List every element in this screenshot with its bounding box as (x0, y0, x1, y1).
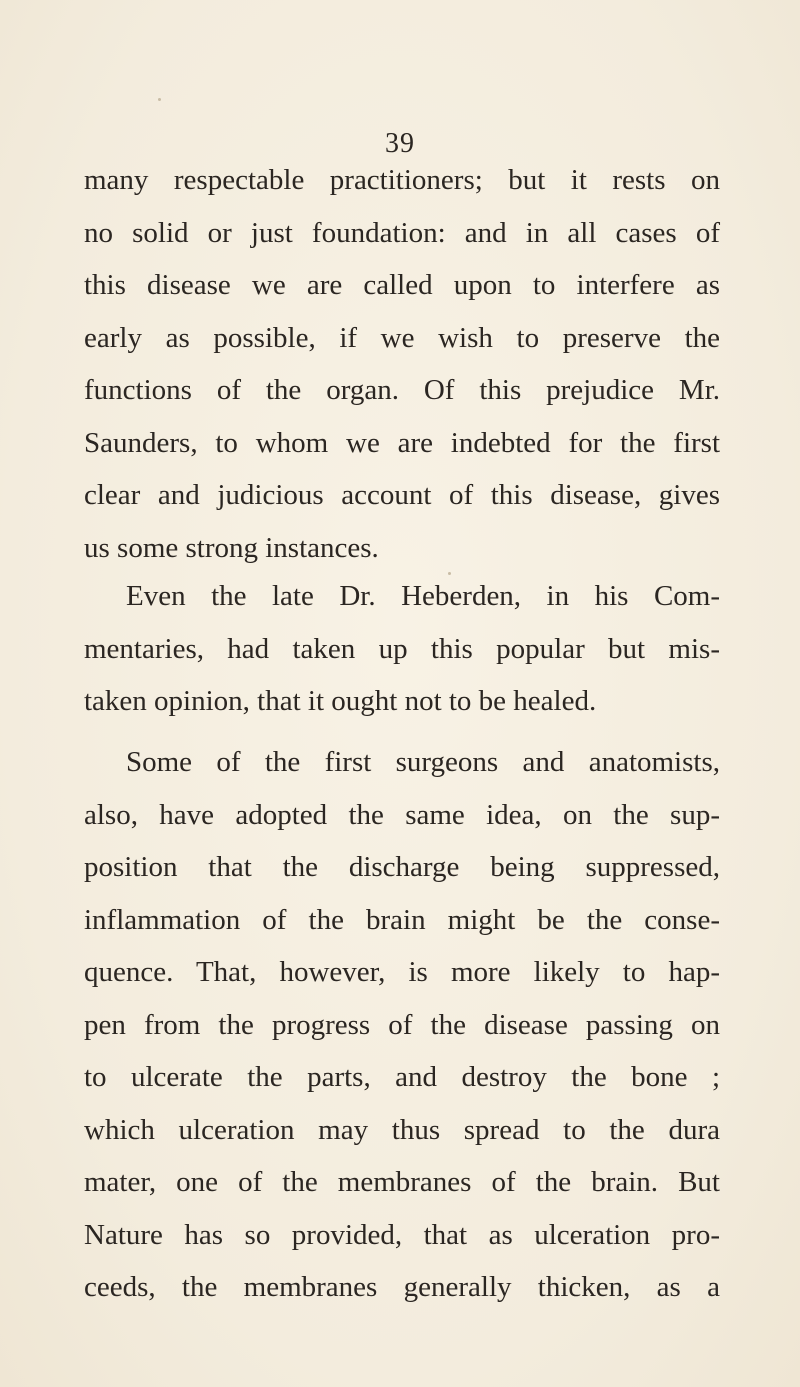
page-number: 39 (385, 128, 415, 159)
text-line: taken opinion, that it ought not to be healed. (84, 685, 597, 717)
text-line: clear and judicious account of this disease, gives (84, 479, 720, 511)
text-line: ceeds, the membranes generally thicken, as a (84, 1271, 720, 1303)
text-line: early as possible, if we wish to preserve the (84, 321, 720, 354)
text-line: Saunders, to whom we are indebted for the first (84, 426, 720, 459)
text-line: inflammation of the brain might be the conse- (84, 903, 720, 936)
text-line: many respectable practitioners; but it rests on (84, 164, 720, 196)
text-line: mater, one of the membranes of the brain. But (84, 1166, 720, 1198)
paper-speck (158, 98, 161, 101)
paragraph-2 (84, 570, 720, 728)
paragraph-3 (84, 736, 720, 1314)
text-line: Even the late Dr. Heberden, in his Com- (126, 580, 720, 612)
paragraph-1 (84, 154, 720, 574)
text-line: this disease we are called upon to interfere as (84, 269, 720, 301)
text-line: pen from the progress of the disease passing on (84, 1008, 720, 1041)
text-line: functions of the organ. Of this prejudice Mr. (84, 374, 720, 406)
text-line: which ulceration may thus spread to the dura (84, 1113, 720, 1146)
text-line: quence. That, however, is more likely to hap- (84, 956, 720, 988)
text-line: Nature has so provided, that as ulceration pro- (84, 1218, 720, 1251)
text-line: us some strong instances. (84, 531, 379, 564)
text-line: mentaries, had taken up this popular but mis- (84, 632, 720, 665)
text-line: position that the discharge being suppressed, (84, 851, 720, 883)
text-line: also, have adopted the same idea, on the sup- (84, 798, 720, 831)
text-line: no solid or just foundation: and in all cases of (84, 216, 720, 249)
text-line: Some of the first surgeons and anatomists, (126, 746, 720, 778)
text-line: to ulcerate the parts, and destroy the bone ; (84, 1061, 720, 1093)
